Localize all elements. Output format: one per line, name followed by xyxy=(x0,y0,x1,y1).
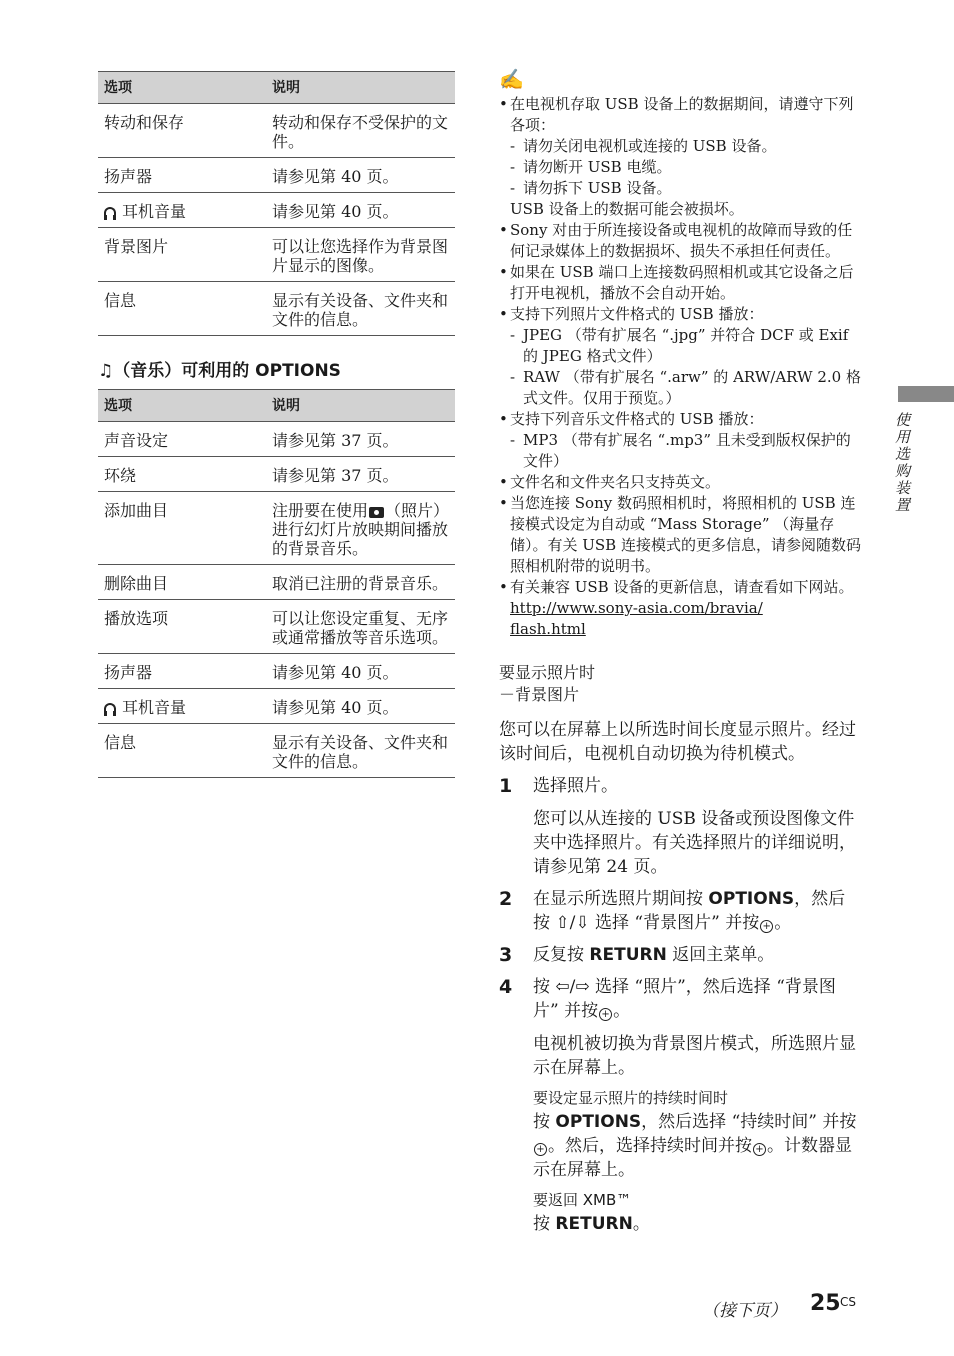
note-tail: USB 设备上的数据可能会被损坏。 xyxy=(510,200,744,218)
options-table-photo xyxy=(98,71,455,336)
step-text: 选择照片。 xyxy=(533,776,618,796)
list-item: • 文件名和文件夹名只支持英文。 xyxy=(499,472,861,493)
list-item: • Sony 对由于所连接设备或电视机的故障而导致的任何记录媒体上的数据损坏、损失不承担任何责任。 xyxy=(499,220,861,262)
description-cell: 显示有关设备、文件夹和文件的信息。 xyxy=(260,724,455,778)
text-span: ，然后按 ⇧/⇩ 选择 “背景图片” 并按 xyxy=(533,889,846,933)
description-cell: 可以让您设定重复、无序或通常播放等音乐选项。 xyxy=(260,600,455,654)
sub-item: - JPEG （带有扩展名 “.jpg” 并符合 DCF 或 Exif 的 JPEG 格式文件） xyxy=(510,325,861,367)
enter-icon: + xyxy=(760,920,773,933)
description-cell: 请参见第 40 页。 xyxy=(260,193,455,228)
option-cell: 删除曲目 xyxy=(98,565,260,600)
sub-item: - 请勿断开 USB 电缆。 xyxy=(510,157,861,178)
text-span: 按 xyxy=(533,1214,556,1234)
table-row xyxy=(98,600,455,654)
enter-icon: + xyxy=(753,1143,766,1156)
option-cell xyxy=(98,689,260,724)
heading-line: 要显示照片时 xyxy=(499,663,596,682)
text-span: 。然后，选择持续时间并按 xyxy=(548,1136,752,1156)
url-link[interactable] xyxy=(510,598,861,640)
step-text xyxy=(533,887,861,935)
list-item: • 如果在 USB 端口上连接数码照相机或其它设备之后打开电视机，播放不会自动开始。 xyxy=(499,262,861,304)
sub-item: - MP3 （带有扩展名 “.mp3” 且未受到版权保护的文件） xyxy=(510,430,861,472)
table-row xyxy=(98,104,455,158)
text-span: 。 xyxy=(774,913,792,933)
options-key: OPTIONS xyxy=(555,1112,642,1132)
step-4 xyxy=(499,975,861,1236)
text-span: 按 xyxy=(533,1112,556,1132)
language-code: CS xyxy=(840,1295,856,1309)
table-row xyxy=(98,689,455,724)
side-tab-label: 使用选购装置 xyxy=(895,411,911,514)
options-key: OPTIONS xyxy=(708,889,795,909)
sub-item: - RAW （带有扩展名 “.arw” 的 ARW/ARW 2.0 格式文件。仅用于预览。） xyxy=(510,367,861,409)
header-description: 说明 xyxy=(260,72,455,104)
option-cell: 环绕 xyxy=(98,457,260,492)
text-span: 。 xyxy=(632,1214,650,1234)
description-cell: 取消已注册的背景音乐。 xyxy=(260,565,455,600)
list-item xyxy=(499,304,861,409)
headphone-icon xyxy=(104,207,116,218)
page-number: 25 xyxy=(810,1291,841,1316)
sub-heading-duration: 要设定显示照片的持续时间时 xyxy=(533,1089,729,1107)
table-row xyxy=(98,193,455,228)
table-row xyxy=(98,282,455,336)
table-row xyxy=(98,228,455,282)
left-column xyxy=(98,71,455,778)
description-text: （照片）进行幻灯片放映期间播放的背景音乐。 xyxy=(272,501,449,558)
option-cell: 信息 xyxy=(98,724,260,778)
step-3 xyxy=(499,943,861,967)
xmb-text xyxy=(533,1212,861,1236)
header-option: 选项 xyxy=(98,390,260,422)
options-table-music xyxy=(98,389,455,778)
table-row xyxy=(98,457,455,492)
music-note-icon: ♫ xyxy=(98,361,114,381)
headphone-icon xyxy=(104,703,116,714)
enter-icon: + xyxy=(534,1143,547,1156)
table-row xyxy=(98,565,455,600)
step-1 xyxy=(499,774,861,879)
header-option: 选项 xyxy=(98,72,260,104)
note-text: 在电视机存取 USB 设备上的数据期间，请遵守下列各项： xyxy=(510,95,854,134)
option-cell: 背景图片 xyxy=(98,228,260,282)
option-cell: 信息 xyxy=(98,282,260,336)
note-pencil-icon: ✍ xyxy=(499,67,524,91)
text-span: 返回主菜单。 xyxy=(666,945,775,965)
text-span: 。 xyxy=(613,1001,631,1021)
notes-list xyxy=(499,94,861,640)
note-text: 有关兼容 USB 设备的更新信息，请查看如下网站。 xyxy=(510,578,854,596)
description-cell xyxy=(260,492,455,565)
note-text: 支持下列音乐文件格式的 USB 播放： xyxy=(510,410,764,428)
option-label: 耳机音量 xyxy=(122,202,187,221)
description-cell: 请参见第 40 页。 xyxy=(260,689,455,724)
section-title-music xyxy=(98,356,455,381)
table-header xyxy=(98,390,455,422)
enter-icon: + xyxy=(599,1008,612,1021)
option-label: 耳机音量 xyxy=(122,698,187,717)
step-detail: 您可以从连接的 USB 设备或预设图像文件夹中选择照片。有关选择照片的详细说明，请参见第 24 页。 xyxy=(533,809,856,877)
table-row xyxy=(98,422,455,457)
table-row xyxy=(98,492,455,565)
table-row xyxy=(98,724,455,778)
url-line[interactable]: http://www.sony-asia.com/bravia/ xyxy=(510,599,763,617)
list-item xyxy=(499,409,861,472)
description-cell: 请参见第 37 页。 xyxy=(260,422,455,457)
text-span: 在显示所选照片期间按 xyxy=(533,889,709,909)
list-item xyxy=(499,577,861,640)
text-span: 反复按 xyxy=(533,945,590,965)
side-tab-bar xyxy=(898,386,954,402)
table-header xyxy=(98,72,455,104)
sub-item: - 请勿关闭电视机或连接的 USB 设备。 xyxy=(510,136,861,157)
step-number: 4 xyxy=(499,976,513,998)
description-cell: 可以让您选择作为背景图片显示的图像。 xyxy=(260,228,455,282)
option-cell: 声音设定 xyxy=(98,422,260,457)
right-column xyxy=(499,68,861,1236)
description-cell: 转动和保存不受保护的文件。 xyxy=(260,104,455,158)
description-cell: 请参见第 40 页。 xyxy=(260,654,455,689)
step-number: 3 xyxy=(499,944,513,966)
intro-paragraph: 您可以在屏幕上以所选时间长度显示照片。经过该时间后，电视机自动切换为待机模式。 xyxy=(499,720,856,764)
option-cell: 播放选项 xyxy=(98,600,260,654)
table-row xyxy=(98,158,455,193)
description-cell: 请参见第 40 页。 xyxy=(260,158,455,193)
option-cell: 扬声器 xyxy=(98,654,260,689)
step-text xyxy=(533,975,861,1023)
step-detail: 电视机被切换为背景图片模式，所选照片显示在屏幕上。 xyxy=(533,1034,856,1078)
description-cell: 请参见第 37 页。 xyxy=(260,457,455,492)
return-key: RETURN xyxy=(589,945,667,965)
option-cell: 扬声器 xyxy=(98,158,260,193)
display-heading xyxy=(499,662,861,706)
continued-label: （接下页） xyxy=(702,1301,787,1321)
section-title-text: （音乐）可利用的 OPTIONS xyxy=(113,361,341,381)
camera-icon xyxy=(369,507,384,518)
header-description: 说明 xyxy=(260,390,455,422)
sub-item: - 请勿拆下 USB 设备。 xyxy=(510,178,861,199)
return-key: RETURN xyxy=(555,1214,633,1234)
option-cell xyxy=(98,193,260,228)
option-cell: 添加曲目 xyxy=(98,492,260,565)
step-number: 2 xyxy=(499,888,513,910)
sub-heading-xmb: 要返回 XMB™ xyxy=(533,1191,632,1209)
heading-line: －背景图片 xyxy=(499,685,580,704)
duration-text xyxy=(533,1110,861,1182)
list-item: • 当您连接 Sony 数码照相机时，将照相机的 USB 连接模式设定为自动或 “Mass Storage” （海量存储）。有关 USB 连接模式的更多信息，请参阅随数码照相机附带的说明书。 xyxy=(499,493,861,577)
url-line[interactable]: flash.html xyxy=(510,620,586,638)
text-span: ，然后选择 “持续时间” 并按 xyxy=(641,1112,857,1132)
note-text: 支持下列照片文件格式的 USB 播放： xyxy=(510,305,764,323)
text-span: 按 ⇦/⇨ 选择 “照片”，然后选择 “背景图片” 并按 xyxy=(533,977,836,1021)
table-row xyxy=(98,654,455,689)
option-cell: 转动和保存 xyxy=(98,104,260,158)
step-text xyxy=(533,943,861,967)
step-2 xyxy=(499,887,861,935)
list-item xyxy=(499,94,861,220)
description-cell: 显示有关设备、文件夹和文件的信息。 xyxy=(260,282,455,336)
description-text: 注册要在使用 xyxy=(272,501,369,520)
text-span: 。计数器显示在屏幕上。 xyxy=(533,1136,852,1180)
step-number: 1 xyxy=(499,775,513,797)
